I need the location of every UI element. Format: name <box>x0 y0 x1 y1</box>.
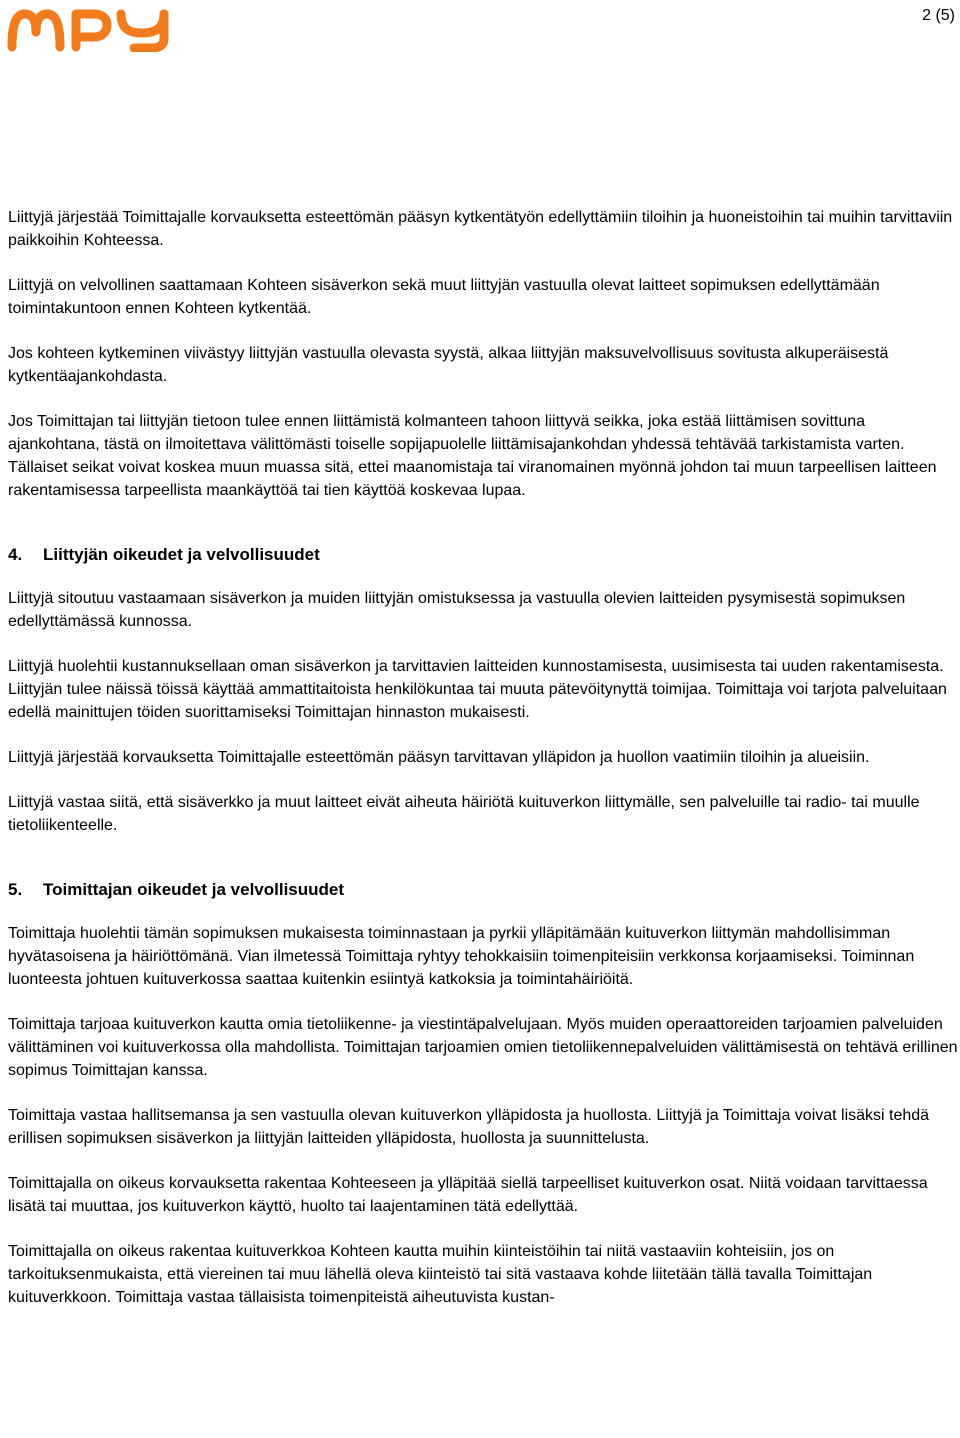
section-heading-4 <box>8 543 958 566</box>
logo-text: MPY <box>6 6 9 7</box>
section-heading-5 <box>8 878 958 901</box>
paragraph: Liittyjä vastaa siitä, että sisäverkko ja muut laitteet eivät aiheuta häiriötä kuituverkon liittymälle, sen palveluille tai radio- tai muulle tietoliikenteelle. <box>8 794 920 834</box>
paragraph: Liittyjä järjestää Toimittajalle korvauksetta esteettömän pääsyn kytkentätyön edellyttämiin tiloihin ja huoneistoihin tai muihin tarvittaviin paikkoihin Kohteessa. <box>8 209 953 249</box>
paragraph: Toimittajalla on oikeus korvauksetta rakentaa Kohteeseen ja ylläpitää siellä tarpeelliset kuituverkon osat. Niitä voidaan tarvittaessa lisätä tai muuttaa, jos kuituverkon käyttö, huolto tai laajentaminen tätä edellyttää. <box>8 1175 928 1215</box>
document-body <box>8 206 958 1331</box>
page-number: 2 (5) <box>922 7 955 24</box>
paragraph: Liittyjä on velvollinen saattamaan Kohteen sisäverkon sekä muut liittyjän vastuulla olevat laitteet sopimuksen edellyttämään toimintakuntoon ennen Kohteen kytkentää. <box>8 277 880 317</box>
section-title: Liittyjän oikeudet ja velvollisuudet <box>43 545 320 564</box>
mpy-logo-icon <box>6 6 176 52</box>
section-number: 4. <box>8 545 23 564</box>
paragraph: Jos kohteen kytkeminen viivästyy liittyjän vastuulla olevasta syystä, alkaa liittyjän maksuvelvollisuus sovitusta alkuperäisestä kytkentäajankohdasta. <box>8 345 889 385</box>
section-number: 5. <box>8 880 23 899</box>
paragraph: Toimittajalla on oikeus rakentaa kuituverkkoa Kohteen kautta muihin kiinteistöihin tai niitä vastaaviin kohteisiin, jos on tarkoituksenmukaista, että viereinen tai muu lähellä oleva kiinteistö tai sitä vastaava kohde liitetään tällä tavalla Toimittajan kuituverkkoon. Toimittaja vastaa tällaisista toimenpiteistä aiheutuvista kustan- <box>8 1243 873 1306</box>
paragraph: Toimittaja huolehtii tämän sopimuksen mukaisesta toiminnastaan ja pyrkii ylläpitämään kuituverkon liittymän mahdollisimman hyvätasoisena ja häiriöttömänä. Vian ilmetessä Toimittaja ryhtyy tehokkaisiin toimenpiteisiin verkkonsa korjaamiseksi. Toiminnan luonteesta johtuen kuituverkossa saattaa kuitenkin esiintyä katkoksia ja toimintahäiriöitä. <box>8 925 915 988</box>
paragraph: Jos Toimittajan tai liittyjän tietoon tulee ennen liittämistä kolmanteen tahoon liittyvä seikka, joka estää liittämisen sovittuna ajankohtana, tästä on ilmoitettava välittömästi toiselle sopijapuolelle liittämisajankohdan yhdessä tehtävää tarkistamista varten. Tällaiset seikat voivat koskea muun muassa sitä, ettei maanomistaja tai viranomainen myönnä johdon tai muun tarpeellisen laitteen rakentamisessa tarpeellista maankäyttöä tai tien käyttöä koskevaa lupaa. <box>8 413 937 499</box>
paragraph: Liittyjä huolehtii kustannuksellaan oman sisäverkon ja tarvittavien laitteiden kunnostamisesta, uusimisesta tai uuden rakentamisesta. Liittyjän tulee näissä töissä käyttää ammattitaitoista henkilökuntaa tai muuta pätevöitynyttä toimijaa. Toimittaja voi tarjota palveluitaan edellä mainittujen töiden suorittamiseksi Toimittajan hinnaston mukaisesti. <box>8 658 947 721</box>
paragraph: Toimittaja tarjoaa kuituverkon kautta omia tietoliikenne- ja viestintäpalvelujaan. Myös muiden operaattoreiden tarjoamien palveluiden välittäminen voi kuituverkossa olla mahdollista. Toimittajan tarjoamien omien tietoliikennepalveluiden välittämisestä on tehtävä erillinen sopimus Toimittajan kanssa. <box>8 1016 958 1079</box>
paragraph: Toimittaja vastaa hallitsemansa ja sen vastuulla olevan kuituverkon ylläpidosta ja huollosta. Liittyjä ja Toimittaja voivat lisäksi tehdä erillisen sopimuksen sisäverkon ja liittyjän laitteiden ylläpidosta, huollosta ja suunnittelusta. <box>8 1107 930 1147</box>
section-title: Toimittajan oikeudet ja velvollisuudet <box>43 880 345 899</box>
paragraph: Liittyjä järjestää korvauksetta Toimittajalle esteettömän pääsyn tarvittavan ylläpidon ja huollon vaatimiin tiloihin ja alueisiin. <box>8 749 870 766</box>
paragraph: Liittyjä sitoutuu vastaamaan sisäverkon ja muiden liittyjän omistuksessa ja vastuulla olevien laitteiden pysymisestä sopimuksen edellyttämässä kunnossa. <box>8 590 906 630</box>
